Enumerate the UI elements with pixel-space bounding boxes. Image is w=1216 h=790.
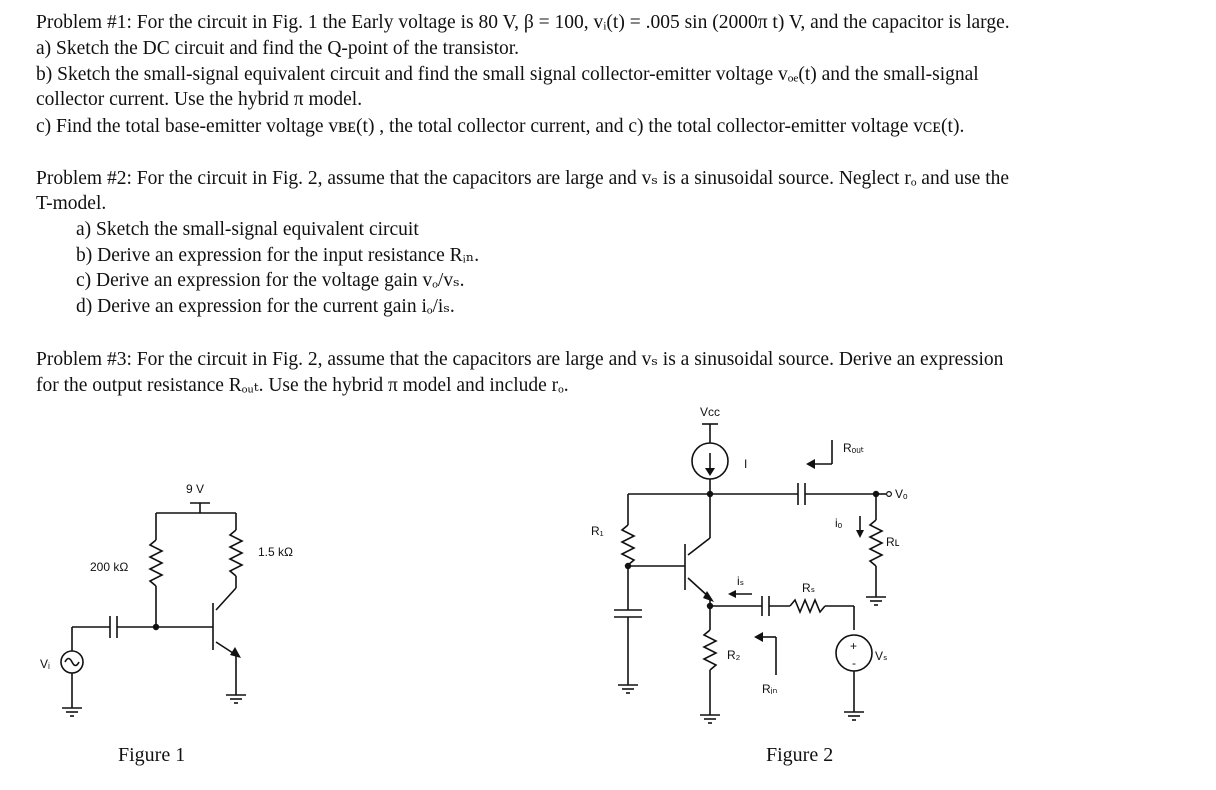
fig2-current-label: I bbox=[744, 457, 748, 471]
problem2-item-b: b) Derive an expression for the input resistance Rᵢₙ. bbox=[76, 245, 480, 266]
fig2-rl-label: Rʟ bbox=[886, 535, 900, 549]
problem1-line1: Problem #1: For the circuit in Fig. 1 the Early voltage is 80 V, β = 100, vᵢ(t) = .005 sin (2000π t) V, and the capacitor is large. bbox=[36, 12, 1010, 33]
fig2-minus-label: - bbox=[852, 656, 856, 670]
fig2-io-label: iₒ bbox=[835, 516, 843, 530]
figure1-circuit bbox=[61, 503, 246, 716]
problem1-line4: collector current. Use the hybrid π model. bbox=[36, 89, 363, 110]
figure2-caption: Figure 2 bbox=[766, 744, 834, 766]
fig1-source-label: Vᵢ bbox=[40, 657, 50, 671]
fig2-vo-label: Vₒ bbox=[895, 487, 908, 501]
problem2-item-d: d) Derive an expression for the current gain iₒ/iₛ. bbox=[76, 296, 455, 317]
fig2-vcc-label: Vcc bbox=[700, 405, 721, 419]
fig1-rb-label: 200 kΩ bbox=[90, 560, 129, 574]
fig2-rs-label: Rₛ bbox=[802, 581, 816, 595]
problem2-item-c: c) Derive an expression for the voltage gain vₒ/vₛ. bbox=[76, 270, 465, 291]
fig2-is-label: iₛ bbox=[737, 574, 745, 588]
fig2-plus-label: + bbox=[850, 639, 858, 653]
fig2-vs-label: Vₛ bbox=[875, 649, 888, 663]
fig1-rc-label: 1.5 kΩ bbox=[258, 545, 293, 559]
problem2-line1: Problem #2: For the circuit in Fig. 2, assume that the capacitors are large and vₛ is a sinusoidal source. Neglect rₒ and use the bbox=[36, 168, 1010, 189]
fig2-r2-label: R₂ bbox=[727, 648, 741, 662]
problem1-line2: a) Sketch the DC circuit and find the Q-point of the transistor. bbox=[36, 38, 520, 59]
problem3-line2: for the output resistance Rₒᵤₜ. Use the hybrid π model and include rₒ. bbox=[36, 375, 569, 396]
fig2-rin-label: Rᵢₙ bbox=[762, 682, 778, 696]
figure2-circuit bbox=[614, 424, 886, 723]
problem2-item-a: a) Sketch the small-signal equivalent circuit bbox=[76, 219, 419, 240]
fig1-supply-label: 9 V bbox=[186, 482, 205, 496]
problem3-line1: Problem #3: For the circuit in Fig. 2, assume that the capacitors are large and vₛ is a sinusoidal source. Derive an expression bbox=[36, 349, 1004, 370]
fig2-r1-label: R₁ bbox=[591, 524, 604, 538]
problem2-line2: T-model. bbox=[36, 193, 107, 214]
figure1-caption: Figure 1 bbox=[118, 744, 186, 766]
fig2-rout-label: Rₒᵤₜ bbox=[843, 441, 865, 455]
problem1-line5: c) Find the total base-emitter voltage vʙᴇ(t) , the total collector current, and c) the total collector-emitter voltage vᴄᴇ(t). bbox=[36, 116, 965, 137]
problem1-line3: b) Sketch the small-signal equivalent circuit and find the small signal collector-emitter voltage vₒₑ(t) and the small-signal bbox=[36, 64, 979, 85]
